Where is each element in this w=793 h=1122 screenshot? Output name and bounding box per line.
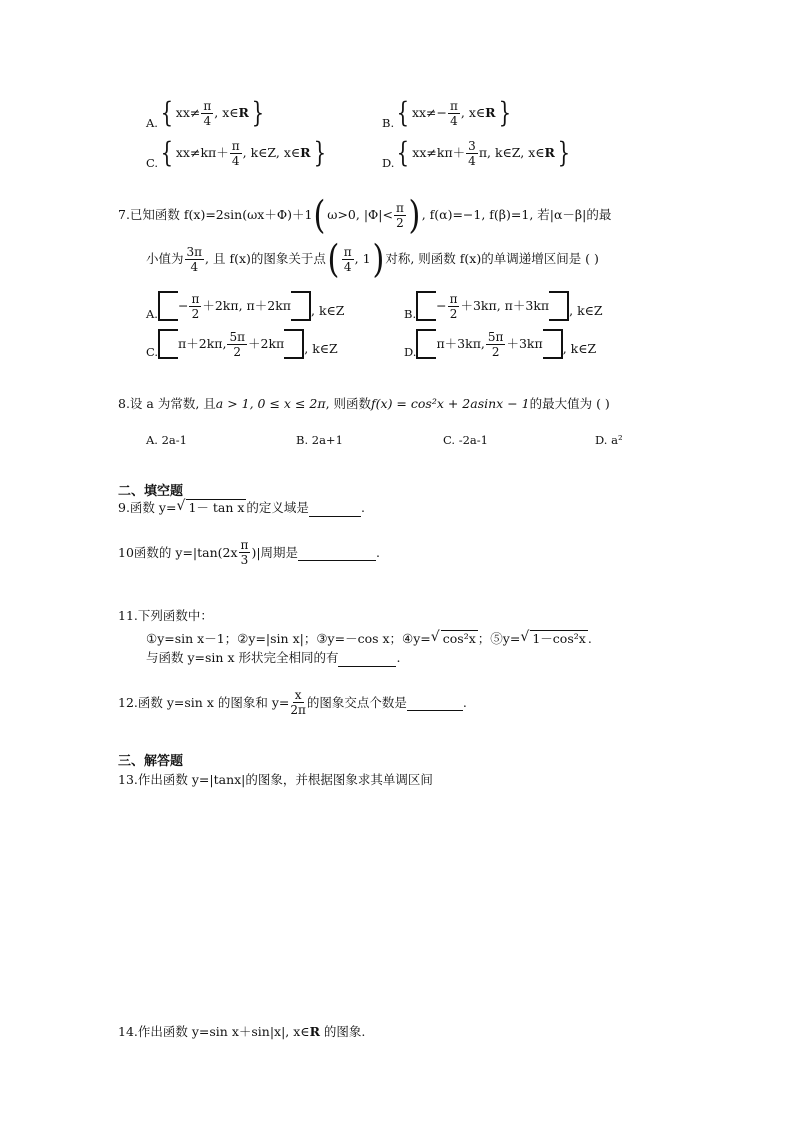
q12 xyxy=(118,688,467,717)
right-bracket xyxy=(291,291,311,321)
fraction: $\frac{x}{2\pi}$ xyxy=(290,688,306,717)
real-set-symbol: R xyxy=(309,1024,320,1039)
q8-option-a: A. 2a-1 xyxy=(146,433,187,447)
q11-question xyxy=(146,650,400,667)
q7-text: 对称, 则函数 f(x)的单调递增区间是 ( ) xyxy=(385,251,599,266)
right-brace: } xyxy=(557,136,571,169)
right-bracket xyxy=(549,291,569,321)
q9-text: 的定义域是 xyxy=(246,500,309,515)
q10-text: 10函数的 y=|tan(2x xyxy=(118,544,238,560)
q7-option-d xyxy=(404,328,596,360)
q9 xyxy=(118,500,365,517)
real-set-symbol: R xyxy=(238,105,249,120)
q14-text: 的图象. xyxy=(319,1024,366,1039)
option-label: D. xyxy=(382,156,395,170)
right-paren: ) xyxy=(408,193,421,237)
q8-option-b: B. 2a+1 xyxy=(296,433,343,447)
q8-condition: a > 1, 0 ≤ x ≤ 2π xyxy=(215,396,326,411)
interval-text: π＋3kπ, xyxy=(436,336,485,351)
fraction: $\frac{3\pi}{4}$ xyxy=(186,244,203,274)
option-label: C. xyxy=(146,345,159,359)
left-bracket xyxy=(416,329,436,359)
set-expression: xx≠ xyxy=(175,105,201,120)
square-root: √ 1－ tan x xyxy=(176,500,246,516)
left-paren: ( xyxy=(313,193,326,237)
q7-text: 小值为 xyxy=(146,251,184,266)
q11-options xyxy=(146,631,592,647)
option-label: A. xyxy=(146,307,158,321)
q6-option-d xyxy=(382,135,573,171)
q11-head: 11.下列函数中： xyxy=(118,608,213,623)
answer-blank[interactable] xyxy=(338,650,396,667)
right-brace: } xyxy=(251,96,265,129)
left-brace: { xyxy=(160,96,174,129)
section-title-fill-in: 二、填空题 xyxy=(118,484,184,499)
answer-blank[interactable] xyxy=(298,544,376,561)
point-tail: , 1 xyxy=(354,251,371,266)
q7-text: , 且 f(x)的图象关于点 xyxy=(205,251,326,266)
q11-text: ；⑤y= xyxy=(477,631,521,646)
q8-option-c: C. -2a-1 xyxy=(443,433,488,447)
left-brace: { xyxy=(160,136,174,169)
interval-text: ＋3kπ xyxy=(506,336,543,351)
answer-blank[interactable] xyxy=(407,694,463,711)
set-tail: , k∈Z, x∈ xyxy=(242,145,301,160)
interval-text: π＋2kπ, xyxy=(178,336,227,351)
set-expression: xx≠− xyxy=(411,105,447,120)
q13: 13.作出函数 y=|tanx|的图象，并根据图象求其单调区间 xyxy=(118,772,433,787)
fraction: $\frac{\pi}{3}$ xyxy=(240,538,249,567)
set-tail: π, k∈Z, x∈ xyxy=(478,145,545,160)
option-label: C. xyxy=(146,156,159,170)
answer-blank[interactable] xyxy=(309,500,361,517)
right-bracket xyxy=(284,329,304,359)
option-label: B. xyxy=(382,116,395,130)
q8-text: 的最大值为 ( ) xyxy=(529,396,610,411)
set-expression: xx≠kπ＋ xyxy=(412,145,466,160)
q7-text: 7.已知函数 f(x)=2sin(ωx＋Φ)＋1 xyxy=(118,207,313,222)
left-bracket xyxy=(158,291,178,321)
interval-text: ＋3kπ, π＋3kπ xyxy=(460,298,550,313)
interval-tail: , k∈Z xyxy=(562,341,597,356)
fraction: $\frac{\pi}{4}$ xyxy=(343,244,352,274)
q8-text: 8.设 a 为常数, 且 xyxy=(118,396,216,411)
q8-text: , 则函数 xyxy=(325,396,372,411)
right-brace: } xyxy=(498,96,511,129)
option-label: B. xyxy=(404,307,417,321)
q11-end: . xyxy=(396,650,401,665)
square-root: √ 1－cos²x xyxy=(520,631,587,647)
q14 xyxy=(118,1024,365,1040)
q6-option-a xyxy=(146,95,267,131)
q12-end: . xyxy=(462,694,467,710)
q7-stem-line2 xyxy=(146,237,599,281)
q12-text: 12.函数 y=sin x 的图象和 y= xyxy=(118,694,290,710)
q7-option-b xyxy=(404,290,603,322)
q7-stem-line1 xyxy=(118,193,612,237)
q14-text: 14.作出函数 y=sin x＋sin|x|, x∈ xyxy=(118,1024,310,1039)
q10-end: . xyxy=(376,544,381,560)
fraction: $\frac{3}{4}$ xyxy=(468,138,476,168)
interval-text: − xyxy=(436,298,447,313)
fraction: $\frac{\pi}{2}$ xyxy=(449,291,458,321)
q11-end: . xyxy=(587,631,592,646)
q7-option-a xyxy=(146,290,344,322)
interval-text: ＋2kπ, π＋2kπ xyxy=(202,298,291,313)
fraction: $\frac{5\pi}{2}$ xyxy=(229,329,246,359)
fraction: $\frac{\pi}{4}$ xyxy=(203,98,212,128)
real-set-symbol: R xyxy=(485,105,496,120)
fraction: $\frac{\pi}{2}$ xyxy=(191,291,200,321)
left-brace: { xyxy=(397,136,410,169)
q9-end: . xyxy=(360,500,365,515)
q12-text: 的图象交点个数是 xyxy=(306,694,407,710)
q7-option-c xyxy=(146,328,338,360)
set-expression: xx≠kπ＋ xyxy=(175,145,229,160)
q7-text: , f(α)=−1, f(β)=1, 若|α－β|的最 xyxy=(421,207,612,222)
q6-option-b xyxy=(382,95,513,131)
left-brace: { xyxy=(396,96,410,129)
square-root: √ cos²x xyxy=(431,631,478,647)
q9-text: 9.函数 y= xyxy=(118,500,177,515)
set-tail: , x∈ xyxy=(214,105,239,120)
left-bracket xyxy=(416,291,436,321)
interval-tail: , k∈Z xyxy=(311,303,345,318)
option-label: A. xyxy=(146,116,158,130)
interval-tail: , k∈Z xyxy=(304,341,338,356)
right-brace: } xyxy=(313,136,326,169)
fraction: $\frac{\pi}{2}$ xyxy=(395,200,404,230)
fraction: $\frac{\pi}{4}$ xyxy=(231,138,240,168)
real-set-symbol: R xyxy=(300,145,311,160)
q8-option-d: D. a² xyxy=(595,433,623,447)
q10-text: )|周期是 xyxy=(251,544,299,560)
q8-function: f(x) = cos²x + 2asinx − 1 xyxy=(371,396,530,411)
q8-stem xyxy=(118,396,610,412)
fraction: $\frac{5\pi}{2}$ xyxy=(487,329,504,359)
q10 xyxy=(118,538,380,567)
left-bracket xyxy=(158,329,178,359)
interval-text: ＋2kπ xyxy=(248,336,285,351)
option-label: D. xyxy=(404,345,417,359)
q11-text: ①y=sin x－1；②y=|sin x|；③y=－cos x；④y= xyxy=(146,631,431,646)
left-paren: ( xyxy=(327,237,340,281)
q6-option-c xyxy=(146,135,328,171)
fraction: $\frac{\pi}{4}$ xyxy=(449,98,458,128)
q11-text: 与函数 y=sin x 形状完全相同的有 xyxy=(146,650,339,665)
q7-condition: ω>0, |Φ|< xyxy=(327,207,393,222)
real-set-symbol: R xyxy=(544,145,555,160)
interval-tail: , k∈Z xyxy=(569,303,603,318)
section-title-solve: 三、解答题 xyxy=(118,754,184,769)
set-tail: , x∈ xyxy=(460,105,486,120)
interval-text: − xyxy=(177,298,189,313)
right-paren: ) xyxy=(372,237,384,281)
right-bracket xyxy=(543,329,563,359)
